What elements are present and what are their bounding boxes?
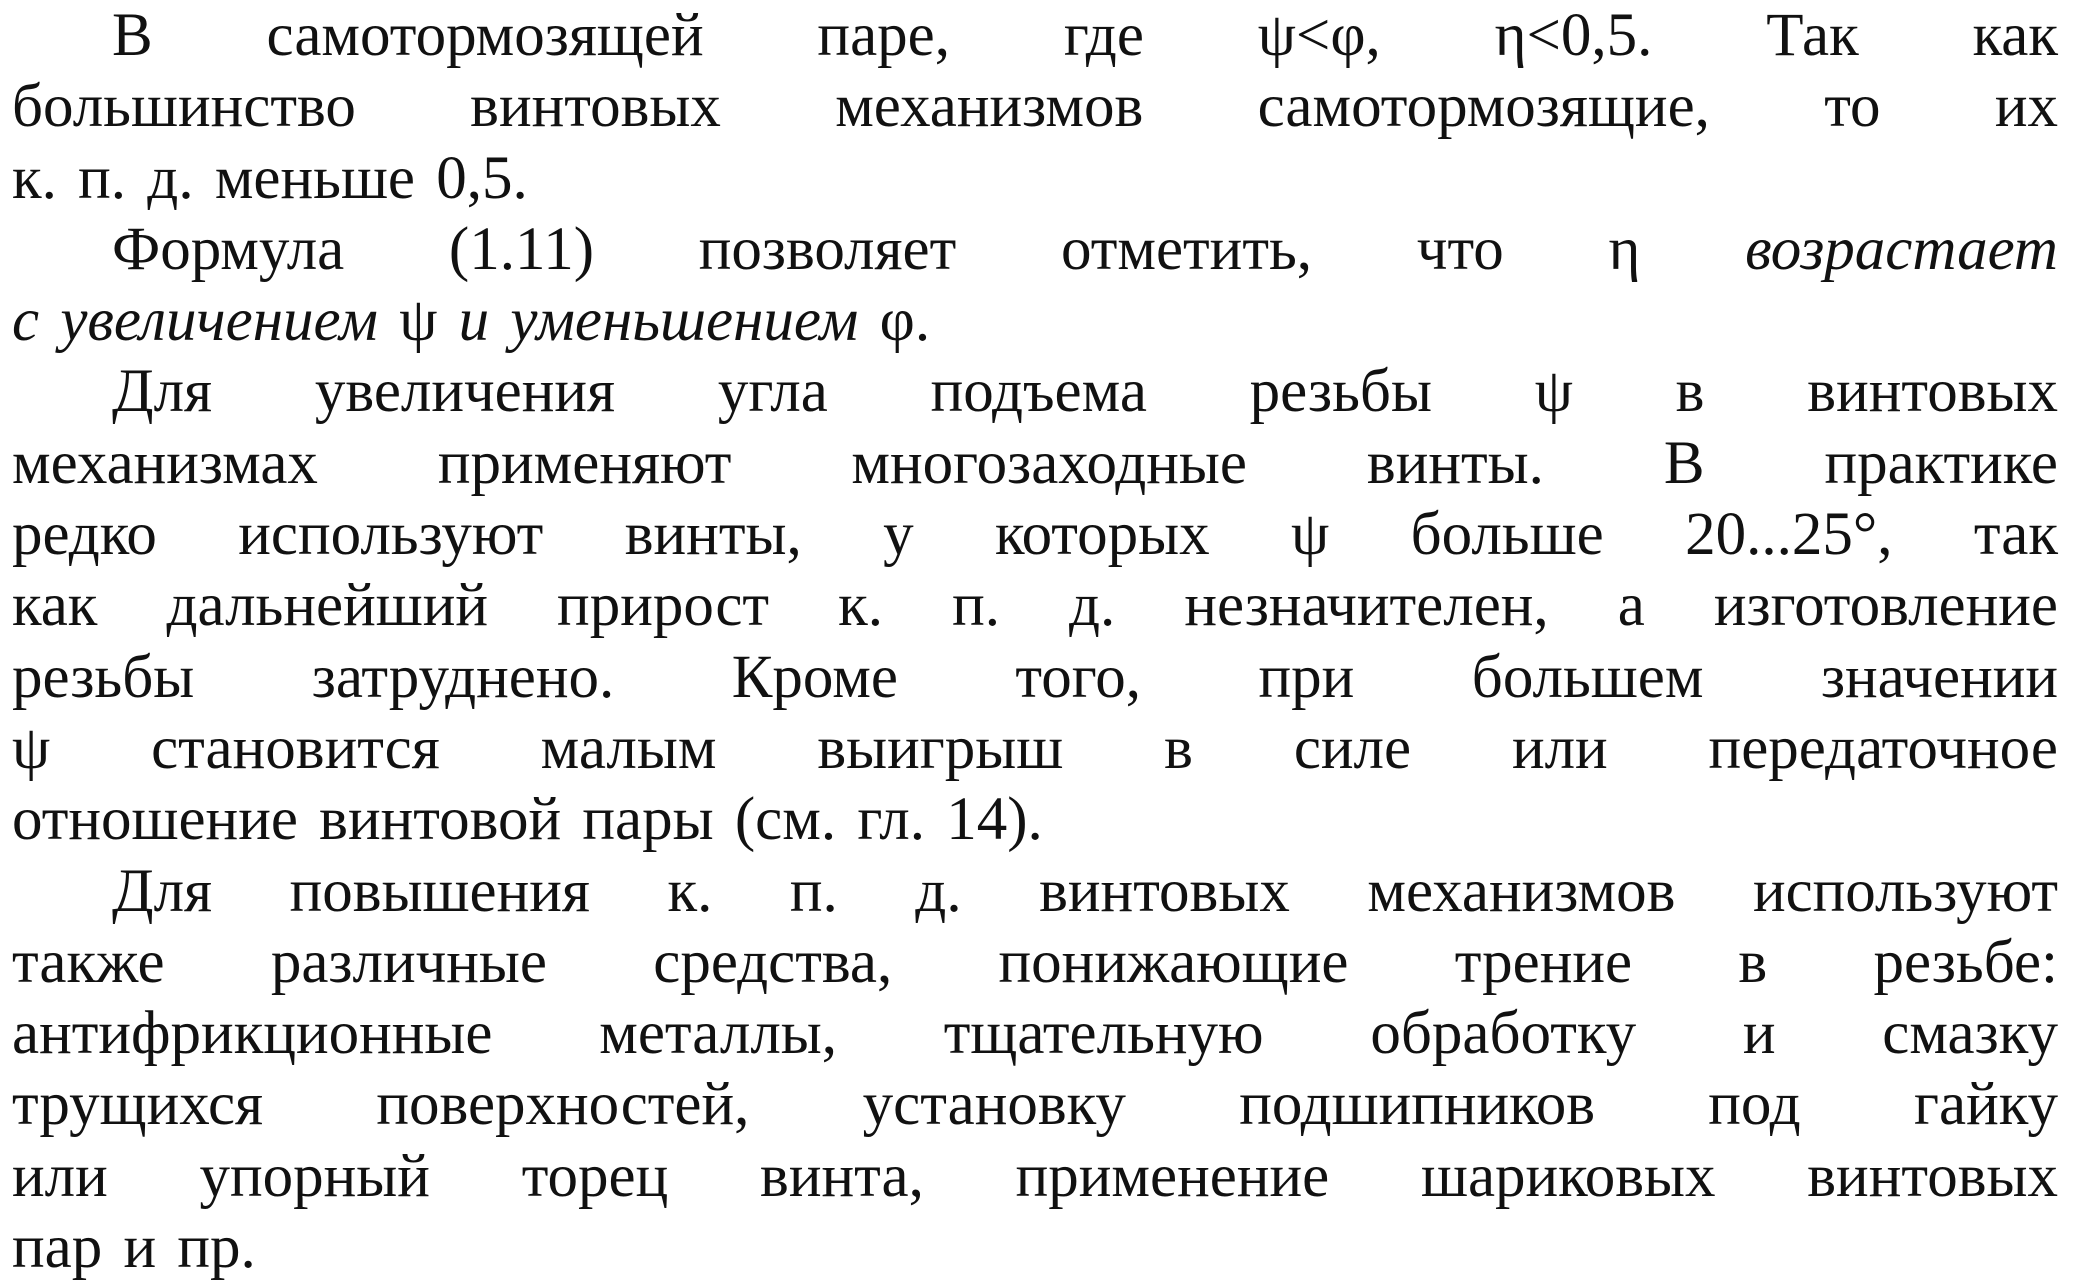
paragraph-thread-angle [12, 356, 2058, 855]
text-line: резьбы затруднено. Кроме того, при большем значении [12, 643, 2058, 711]
paragraph-self-locking [12, 0, 2058, 214]
text-line: как дальнейший прирост к. п. д. незначителен, а изготовление [12, 572, 2058, 640]
document-page [12, 0, 2058, 1283]
symbol-run: ψ [377, 287, 459, 355]
text-line: редко используют винты, у которых ψ больше 20...25°, так [12, 501, 2058, 569]
text-line: трущихся поверхностей, установку подшипников под гайку [12, 1071, 2058, 1139]
text-line [12, 285, 2058, 356]
text-line: механизмах применяют многозаходные винты. В практике [12, 429, 2058, 497]
text-line: пар и пр. [12, 1214, 256, 1282]
text-line: ψ становится малым выигрыш в силе или передаточное [12, 714, 2058, 782]
italic-run: и уменьшением [458, 287, 859, 355]
italic-run: возрастает [1745, 215, 2058, 283]
text-line [12, 214, 2058, 285]
text-line: В самотормозящей паре, где ψ<φ, η<0,5. Так как [112, 2, 2058, 69]
paragraph-formula [12, 214, 2058, 357]
text-line: отношение винтовой пары (см. гл. 14). [12, 786, 1043, 854]
text-line: или упорный торец винта, применение шариковых винтовых [12, 1142, 2058, 1210]
text-line: Для увеличения угла подъема резьбы ψ в винтовых [112, 358, 2058, 426]
text-line: к. п. д. меньше 0,5. [12, 144, 528, 212]
text-line: Для повышения к. п. д. винтовых механизмов используют [112, 857, 2058, 925]
text-line: также различные средства, понижающие трение в резьбе: [12, 928, 2058, 996]
text-run: Формула (1.11) позволяет отметить, что η [112, 215, 1746, 283]
italic-run: с увеличением [12, 287, 378, 355]
text-line: большинство винтовых механизмов самотормозящие, то их [12, 73, 2058, 141]
text-line: антифрикционные металлы, тщательную обработку и смазку [12, 1000, 2058, 1068]
symbol-run: φ. [858, 287, 931, 355]
paragraph-efficiency [12, 856, 2058, 1283]
